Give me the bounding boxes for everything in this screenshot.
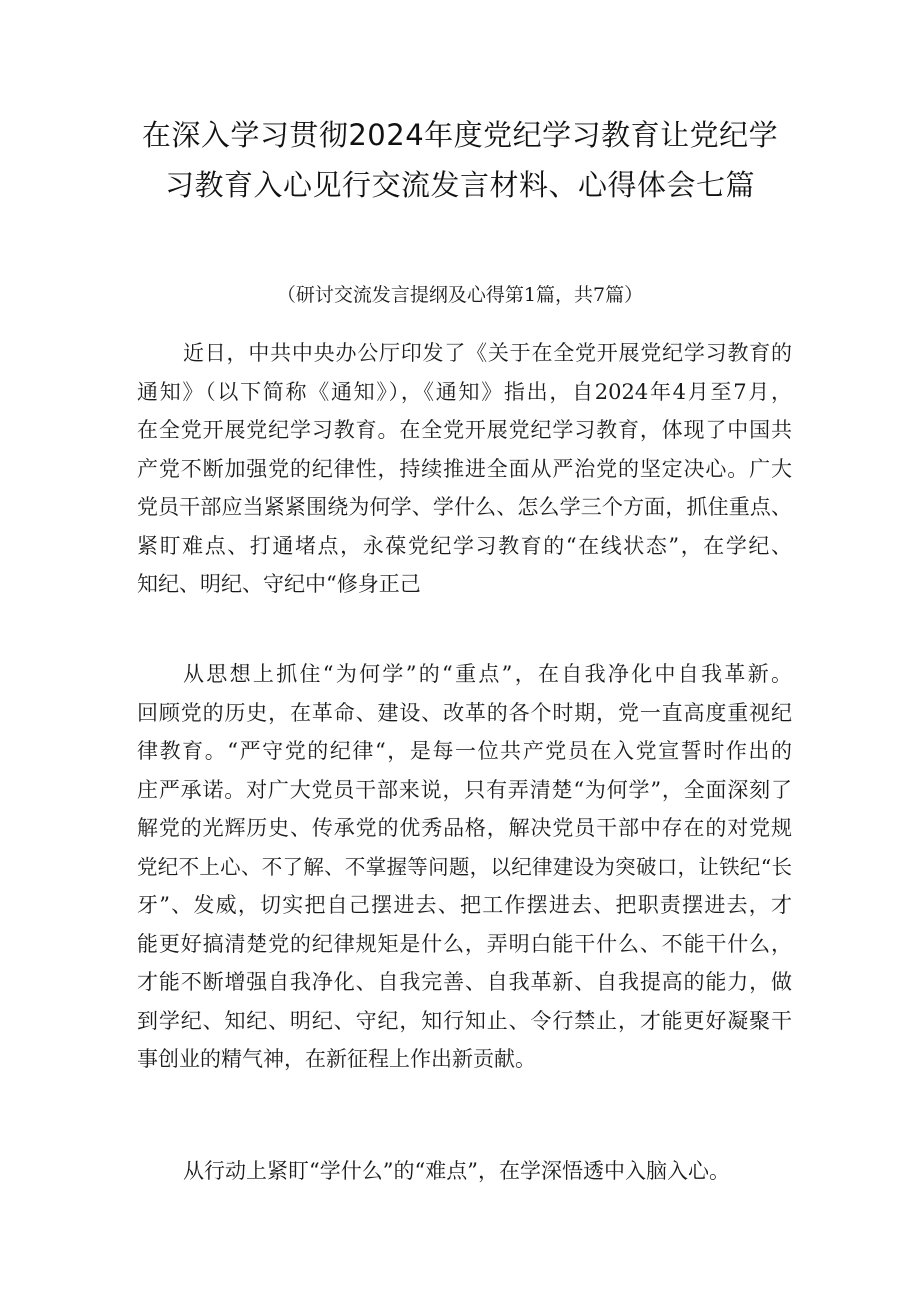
document-subtitle: （研讨交流发言提纲及心得第1篇，共7篇）: [276, 284, 644, 306]
paragraph-line: 到学纪、知纪、明纪、守纪，知行知止、令行禁止，才能更好凝聚干: [137, 1008, 792, 1033]
paragraph-2: [137, 655, 792, 1079]
title-line: 在深入学习贯彻2024年度党纪学习教育让党纪学: [141, 118, 779, 152]
paragraph-3: [137, 1152, 792, 1191]
title-line: 习教育入心见行交流发言材料、心得体会七篇: [164, 168, 755, 202]
document-title: [120, 110, 800, 210]
paragraph-line: 牙”、发威，切实把自己摆进去、把工作摆进去、把职责摆进去，才: [137, 893, 792, 917]
paragraph-line: 党员干部应当紧紧围绕为何学、学什么、怎么学三个方面，抓住重点、: [137, 495, 792, 519]
paragraph-1: [137, 334, 792, 604]
paragraph-line: 庄严承诺。对广大党员干部来说，只有弄清楚“为何学”，全面深刻了: [137, 777, 792, 802]
paragraph-line: 能更好搞清楚党的纪律规矩是什么，弄明白能干什么、不能干什么，: [137, 931, 792, 956]
paragraph-line: 从思想上抓住“为何学”的“重点”，在自我净化中自我革新。: [183, 662, 792, 686]
paragraph-line: 在全党开展党纪学习教育。在全党开展党纪学习教育，体现了中国共: [137, 418, 792, 442]
paragraph-line: 近日，中共中央办公厅印发了《关于在全党开展党纪学习教育的: [183, 341, 792, 365]
paragraph-line: 党纪不上心、不了解、不掌握等问题，以纪律建设为突破口，让铁纪“长: [137, 854, 792, 879]
paragraph-line: 产党不断加强党的纪律性，持续推进全面从严治党的坚定决心。广大: [137, 456, 792, 481]
paragraph-line: 知纪、明纪、守纪中“修身正己: [137, 572, 421, 596]
paragraph-line: 回顾党的历史，在革命、建设、改革的各个时期，党一直高度重视纪: [137, 700, 792, 725]
paragraph-line: 事创业的精气神，在新征程上作出新贡献。: [137, 1047, 536, 1071]
paragraph-line: 才能不断增强自我净化、自我完善、自我革新、自我提高的能力，做: [137, 970, 792, 994]
paragraph-line: 从行动上紧盯“学什么”的“难点”，在学深悟透中入脑入心。: [183, 1159, 730, 1183]
paragraph-line: 通知》（以下简称《通知》），《通知》指出，自2024年4月至7月，: [137, 379, 792, 404]
paragraph-line: 紧盯难点、打通堵点，永葆党纪学习教育的“在线状态”，在学纪、: [137, 533, 792, 558]
paragraph-line: 律教育。“严守党的纪律“，是每一位共产党员在入党宣誓时作出的: [137, 739, 792, 763]
paragraph-line: 解党的光辉历史、传承党的优秀品格，解决党员干部中存在的对党规: [137, 816, 792, 840]
